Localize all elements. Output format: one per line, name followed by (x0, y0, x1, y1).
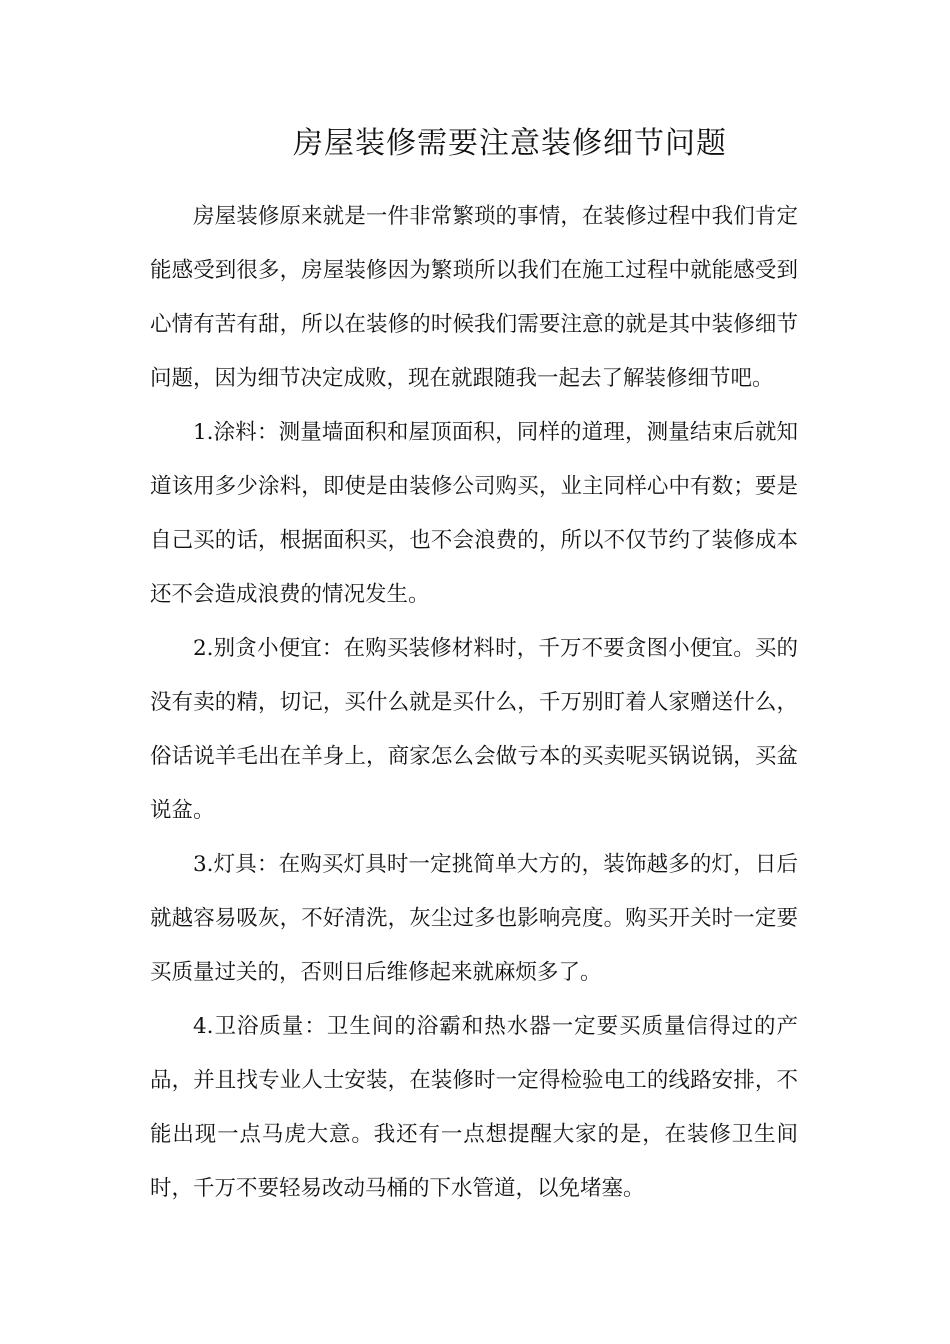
paragraph-lighting: 3.灯具：在购买灯具时一定挑简单大方的，装饰越多的灯，日后就越容易吸灰，不好清洗，灰尘过多也影响亮度。购买开关时一定要买质量过关的，否则日后维修起来就麻烦多了。 (150, 852, 798, 985)
paragraph-intro: 房屋装修原来就是一件非常繁琐的事情，在装修过程中我们肯定能感受到很多，房屋装修因为繁琐所以我们在施工过程中就能感受到心情有苦有甜，所以在装修的时候我们需要注意的就是其中装修细节问题，因为细节决定成败，现在就跟随我一起去了解装修细节吧。 (150, 204, 798, 391)
paragraph-cheap: 2.别贪小便宜：在购买装修材料时，千万不要贪图小便宜。买的没有卖的精，切记，买什么就是买什么，千万别盯着人家赠送什么，俗话说羊毛出在羊身上，商家怎么会做亏本的买卖呢买锅说锅，买盆说盆。 (150, 636, 798, 823)
paragraph-bathroom: 4.卫浴质量：卫生间的浴霸和热水器一定要买质量信得过的产品，并且找专业人士安装，在装修时一定得检验电工的线路安排，不能出现一点马虎大意。我还有一点想提醒大家的是，在装修卫生间时，千万不要轻易改动马桶的下水管道，以免堵塞。 (150, 1014, 798, 1201)
paragraph-paint: 1.涂料：测量墙面积和屋顶面积，同样的道理，测量结束后就知道该用多少涂料，即使是由装修公司购买，业主同样心中有数；要是自己买的话，根据面积买，也不会浪费的，所以不仅节约了装修成本还不会造成浪费的情况发生。 (150, 420, 798, 607)
document-title: 房屋装修需要注意装修细节问题 (293, 126, 727, 161)
document-body (150, 190, 798, 1216)
